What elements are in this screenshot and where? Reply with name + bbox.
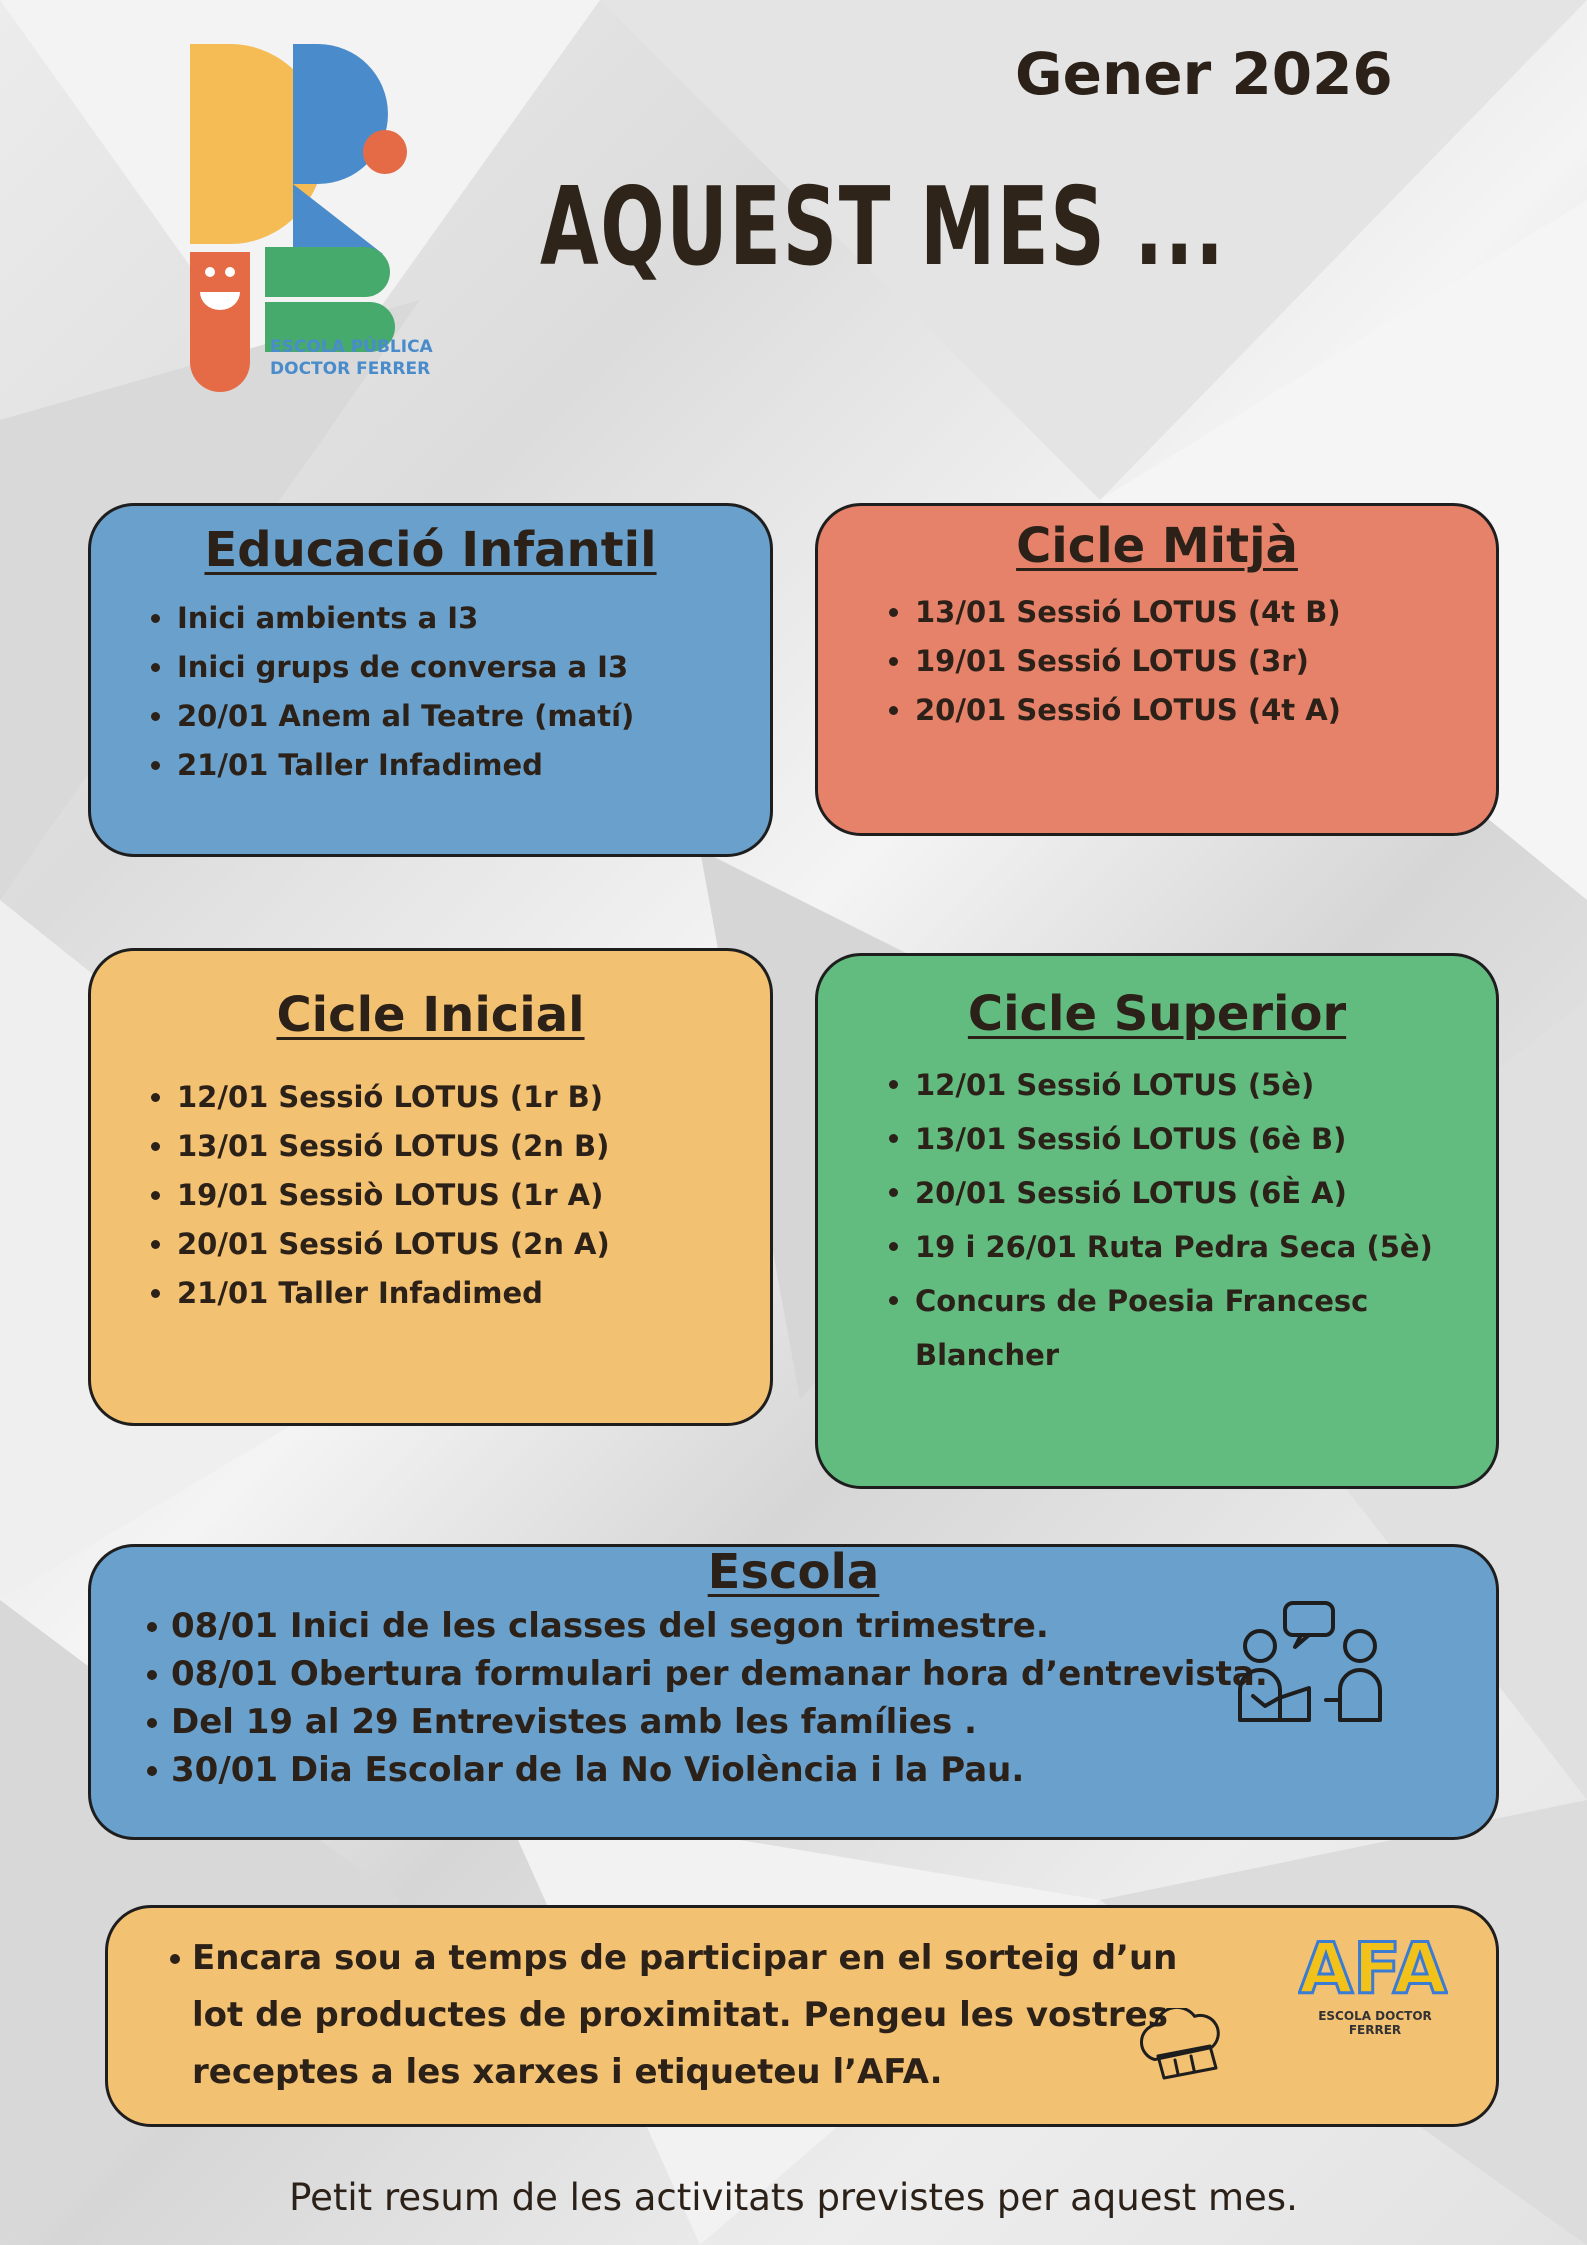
section-title: Educació Infantil <box>204 522 657 578</box>
list-item: 19 i 26/01 Ruta Pedra Seca (5è) <box>915 1220 1456 1274</box>
footer-note: Petit resum de les activitats previstes per aquest mes. <box>289 2176 1298 2219</box>
list-item: Inici ambients a I3 <box>177 594 770 643</box>
logo-line-2: DOCTOR FERRER <box>270 359 431 379</box>
list-item: 19/01 Sessió LOTUS (3r) <box>915 637 1496 686</box>
section-title: Cicle Inicial <box>276 987 585 1043</box>
list-item: 12/01 Sessió LOTUS (1r B) <box>177 1073 770 1122</box>
list-item: 13/01 Sessió LOTUS (6è B) <box>915 1112 1456 1166</box>
chef-hat-icon <box>1133 2008 1238 2088</box>
list-item: Encara sou a temps de participar en el sorteig d’un lot de productes de proximitat. Pengeu les vostres receptes a les xarxes i etiqueteu l’AFA. <box>192 1930 1192 2101</box>
list-item: 13/01 Sessió LOTUS (2n B) <box>177 1122 770 1171</box>
section-educacio-infantil <box>88 503 773 857</box>
list-item: 08/01 Obertura formulari per demanar hora d’entrevista. <box>171 1650 1496 1698</box>
announcement-list <box>108 1908 1192 2101</box>
list-item: Inici grups de conversa a I3 <box>177 643 770 692</box>
afa-logo-subtext: ESCOLA DOCTOR FERRER <box>1318 2009 1432 2037</box>
list-item: 30/01 Dia Escolar de la No Violència i la Pau. <box>171 1746 1496 1794</box>
section-cicle-inicial <box>88 948 773 1426</box>
afa-logo-text: AFA <box>1298 1928 1448 2005</box>
logo-line-1: ESCOLA PÚBLICA <box>270 337 433 357</box>
activity-list <box>91 1073 770 1318</box>
list-item: 20/01 Anem al Teatre (matí) <box>177 692 770 741</box>
section-title: Escola <box>707 1544 880 1600</box>
activity-list <box>91 594 770 790</box>
list-item: 21/01 Taller Infadimed <box>177 1269 770 1318</box>
page-title: AQUEST MES ... <box>540 165 1226 290</box>
section-title: Cicle Mitjà <box>1016 518 1298 574</box>
list-item: 08/01 Inici de les classes del segon trimestre. <box>171 1602 1496 1650</box>
activity-list <box>818 588 1496 735</box>
school-logo-text <box>270 336 433 380</box>
interview-icon <box>1235 1598 1385 1728</box>
afa-logo <box>1298 1925 1448 2005</box>
list-item: 19/01 Sessiò LOTUS (1r A) <box>177 1171 770 1220</box>
section-afa <box>105 1905 1499 2127</box>
list-item: 20/01 Sessió LOTUS (6È A) <box>915 1166 1456 1220</box>
month-label: Gener 2026 <box>1015 40 1393 108</box>
list-item: 20/01 Sessió LOTUS (2n A) <box>177 1220 770 1269</box>
activity-list <box>818 1058 1496 1382</box>
list-item: 21/01 Taller Infadimed <box>177 741 770 790</box>
list-item: 12/01 Sessió LOTUS (5è) <box>915 1058 1456 1112</box>
list-item: Concurs de Poesia Francesc Blancher <box>915 1274 1456 1382</box>
list-item: 13/01 Sessió LOTUS (4t B) <box>915 588 1496 637</box>
list-item: 20/01 Sessió LOTUS (4t A) <box>915 686 1496 735</box>
section-cicle-mitja <box>815 503 1499 836</box>
section-title: Cicle Superior <box>967 986 1347 1042</box>
section-cicle-superior <box>815 953 1499 1489</box>
list-item: Del 19 al 29 Entrevistes amb les famílies . <box>171 1698 1496 1746</box>
